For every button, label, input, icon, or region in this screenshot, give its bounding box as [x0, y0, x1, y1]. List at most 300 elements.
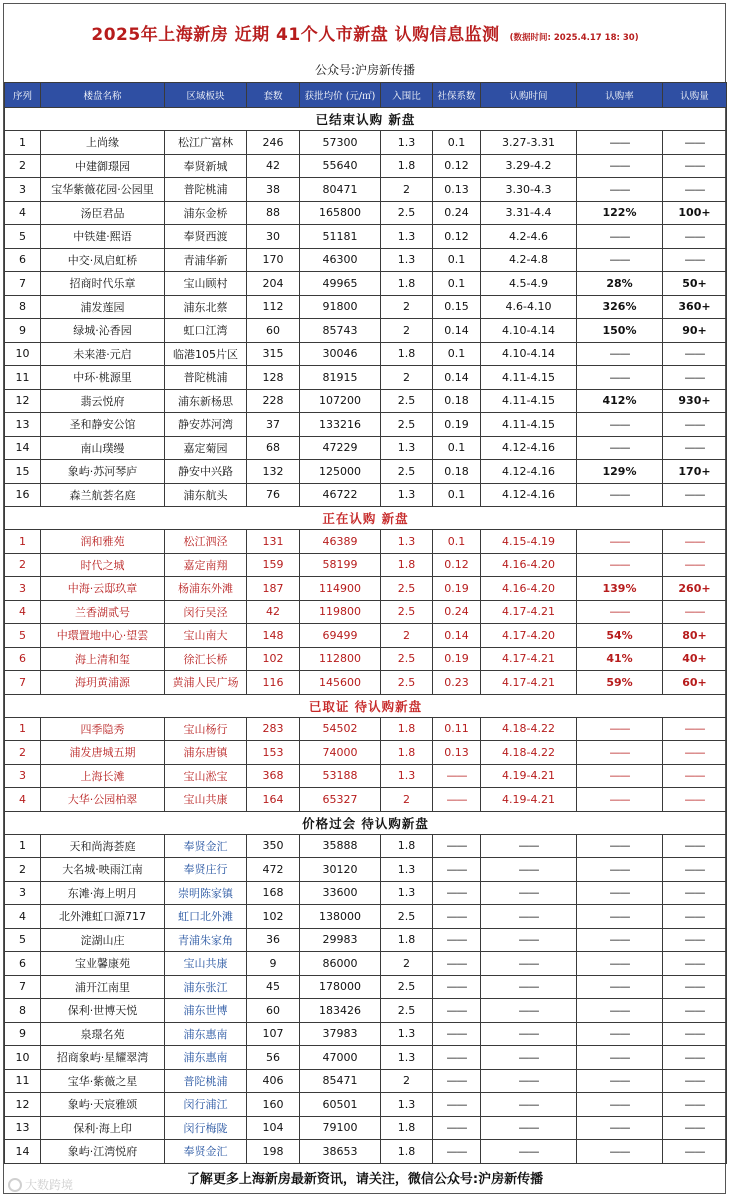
table-cell: 宝山共康	[165, 952, 247, 976]
table-cell: 4.17-4.21	[481, 671, 577, 695]
table-row	[5, 272, 727, 296]
table-cell: 54%	[577, 624, 663, 648]
table-cell: 杨浦东外滩	[165, 577, 247, 601]
table-row	[5, 248, 727, 272]
table-cell: ——	[663, 530, 727, 554]
table-cell: 2.5	[381, 975, 433, 999]
table-cell: 69499	[300, 624, 381, 648]
table-cell: ——	[663, 1022, 727, 1046]
table-cell: 0.19	[433, 577, 481, 601]
table-cell: 178000	[300, 975, 381, 999]
table-cell: 0.11	[433, 717, 481, 741]
table-row	[5, 483, 727, 507]
table-cell: ——	[663, 248, 727, 272]
table-cell: 5	[5, 624, 41, 648]
table-cell: 12	[5, 389, 41, 413]
table-cell: ——	[433, 1116, 481, 1140]
table-cell: 四季隐秀	[41, 717, 165, 741]
table-cell: 招商时代乐章	[41, 272, 165, 296]
table-row	[5, 178, 727, 202]
table-cell: ——	[433, 881, 481, 905]
title-row	[4, 20, 726, 48]
table-cell: 象屿·苏河琴庐	[41, 460, 165, 484]
table-cell: 1	[5, 530, 41, 554]
table-row	[5, 881, 727, 905]
page-title: 2025年上海新房 近期 41个人市新盘 认购信息监测	[91, 25, 500, 45]
table-cell: 30	[247, 225, 300, 249]
table-cell: ——	[433, 952, 481, 976]
table-cell: 38	[247, 178, 300, 202]
table-cell: 47229	[300, 436, 381, 460]
table-cell: 116	[247, 671, 300, 695]
table-cell: ——	[663, 366, 727, 390]
section-title: 已取证 待认购新盘	[5, 694, 727, 717]
table-cell: 145600	[300, 671, 381, 695]
table-cell: 0.1	[433, 131, 481, 155]
table-row	[5, 999, 727, 1023]
table-cell: ——	[663, 928, 727, 952]
table-cell: 浦东北蔡	[165, 295, 247, 319]
table-cell: ——	[577, 858, 663, 882]
table-cell: 泉璟名苑	[41, 1022, 165, 1046]
table-cell: ——	[663, 1116, 727, 1140]
table-cell: 412%	[577, 389, 663, 413]
table-cell: 1.3	[381, 1046, 433, 1070]
table-row	[5, 905, 727, 929]
table-cell: 104	[247, 1116, 300, 1140]
table-cell: ——	[433, 1140, 481, 1164]
column-header: 认购量	[663, 83, 727, 108]
section-header-row	[5, 108, 727, 131]
table-cell: ——	[577, 905, 663, 929]
table-row	[5, 295, 727, 319]
table-cell: 未来港·元启	[41, 342, 165, 366]
table-cell: ——	[663, 178, 727, 202]
table-cell: 16	[5, 483, 41, 507]
table-cell: ——	[663, 600, 727, 624]
table-cell: 148	[247, 624, 300, 648]
table-cell: 汤臣君品	[41, 201, 165, 225]
table-cell: 上尚缘	[41, 131, 165, 155]
table-cell: 1.3	[381, 881, 433, 905]
table-cell: 1.3	[381, 436, 433, 460]
table-cell: ——	[481, 1140, 577, 1164]
column-header: 楼盘名称	[41, 83, 165, 108]
table-cell: 2	[381, 1069, 433, 1093]
table-cell: 15	[5, 460, 41, 484]
table-cell: 2.5	[381, 905, 433, 929]
table-cell: 青浦华新	[165, 248, 247, 272]
section-title: 已结束认购 新盘	[5, 108, 727, 131]
table-cell: 1.3	[381, 225, 433, 249]
table-cell: ——	[433, 858, 481, 882]
table-cell: ——	[663, 1093, 727, 1117]
table-cell: 松江泗泾	[165, 530, 247, 554]
table-cell: 浦发莲园	[41, 295, 165, 319]
table-cell: 6	[5, 248, 41, 272]
table-cell: ——	[433, 1022, 481, 1046]
table-cell: 0.14	[433, 366, 481, 390]
table-row	[5, 764, 727, 788]
column-header: 区域板块	[165, 83, 247, 108]
table-cell: 保利·海上印	[41, 1116, 165, 1140]
table-cell: 0.14	[433, 624, 481, 648]
table-cell: ——	[481, 1022, 577, 1046]
table-cell: 4.16-4.20	[481, 553, 577, 577]
table-cell: 静安中兴路	[165, 460, 247, 484]
table-cell: 2.5	[381, 577, 433, 601]
table-cell: 2	[5, 741, 41, 765]
table-cell: 浦东唐镇	[165, 741, 247, 765]
table-cell: 0.23	[433, 671, 481, 695]
table-cell: 46300	[300, 248, 381, 272]
table-cell: 奉贤庄行	[165, 858, 247, 882]
table-cell: ——	[577, 1116, 663, 1140]
table-cell: 11	[5, 366, 41, 390]
table-cell: 7	[5, 975, 41, 999]
table-row	[5, 1046, 727, 1070]
table-cell: 2	[381, 319, 433, 343]
table-cell: 60	[247, 999, 300, 1023]
table-cell: 326%	[577, 295, 663, 319]
table-cell: ——	[577, 975, 663, 999]
account-name: 公众号:沪房新传播	[314, 63, 416, 77]
table-cell: 1.3	[381, 764, 433, 788]
table-cell: 1.8	[381, 272, 433, 296]
table-cell: 圣和静安公馆	[41, 413, 165, 437]
table-cell: ——	[577, 600, 663, 624]
table-cell: 黄浦人民广场	[165, 671, 247, 695]
table-cell: 51181	[300, 225, 381, 249]
table-cell: 1	[5, 834, 41, 858]
table-cell: 崇明陈家镇	[165, 881, 247, 905]
column-header: 认购时间	[481, 83, 577, 108]
table-cell: 57300	[300, 131, 381, 155]
table-cell: 静安苏河湾	[165, 413, 247, 437]
table-cell: 315	[247, 342, 300, 366]
table-cell: 浦东金桥	[165, 201, 247, 225]
table-cell: 930+	[663, 389, 727, 413]
table-cell: 0.12	[433, 154, 481, 178]
table-cell: 3.27-3.31	[481, 131, 577, 155]
table-cell: 1.3	[381, 248, 433, 272]
watermark	[8, 1176, 73, 1193]
table-cell: 114900	[300, 577, 381, 601]
table-cell: ——	[577, 1069, 663, 1093]
table-cell: ——	[577, 952, 663, 976]
table-cell: 132	[247, 460, 300, 484]
table-cell: 0.12	[433, 225, 481, 249]
table-row	[5, 342, 727, 366]
table-cell: 青浦朱家角	[165, 928, 247, 952]
table-cell: ——	[577, 413, 663, 437]
table-cell: 4	[5, 905, 41, 929]
table-cell: ——	[577, 553, 663, 577]
table-cell: ——	[577, 999, 663, 1023]
table-cell: 138000	[300, 905, 381, 929]
table-cell: 6	[5, 952, 41, 976]
table-row	[5, 1069, 727, 1093]
table-cell: 80471	[300, 178, 381, 202]
table-cell: 54502	[300, 717, 381, 741]
table-cell: 1.8	[381, 1116, 433, 1140]
table-cell: 1.3	[381, 131, 433, 155]
table-cell: 普陀桃浦	[165, 178, 247, 202]
table-cell: 森兰航荟名庭	[41, 483, 165, 507]
table-cell: 8	[5, 295, 41, 319]
table-cell: 102	[247, 905, 300, 929]
table-cell: 1.8	[381, 834, 433, 858]
column-header: 获批均价 (元/㎡)	[300, 83, 381, 108]
column-header: 序列	[5, 83, 41, 108]
watermark-text: 大数跨境	[25, 1178, 74, 1192]
table-row	[5, 436, 727, 460]
table-cell: 60+	[663, 671, 727, 695]
table-cell: 107	[247, 1022, 300, 1046]
column-header: 认购率	[577, 83, 663, 108]
table-cell: ——	[577, 1093, 663, 1117]
table-cell: ——	[663, 342, 727, 366]
table-cell: 宝山杨行	[165, 717, 247, 741]
table-cell: 3.31-4.4	[481, 201, 577, 225]
table-row	[5, 834, 727, 858]
table-cell: 1.8	[381, 741, 433, 765]
table-cell: ——	[481, 975, 577, 999]
table-cell: 85743	[300, 319, 381, 343]
column-header: 套数	[247, 83, 300, 108]
table-cell: ——	[577, 154, 663, 178]
table-cell: 绿城·沁香园	[41, 319, 165, 343]
table-cell: 天和尚海荟庭	[41, 834, 165, 858]
table-cell: ——	[577, 717, 663, 741]
table-cell: 85471	[300, 1069, 381, 1093]
table-cell: ——	[663, 975, 727, 999]
table-cell: 472	[247, 858, 300, 882]
table-cell: ——	[663, 881, 727, 905]
table-cell: 55640	[300, 154, 381, 178]
table-cell: 128	[247, 366, 300, 390]
table-cell: ——	[577, 178, 663, 202]
table-cell: 28%	[577, 272, 663, 296]
table-cell: 2	[5, 858, 41, 882]
table-cell: 0.24	[433, 600, 481, 624]
table-cell: ——	[577, 248, 663, 272]
table-cell: 36	[247, 928, 300, 952]
table-cell: ——	[577, 1046, 663, 1070]
table-cell: 4.16-4.20	[481, 577, 577, 601]
table-cell: 0.13	[433, 178, 481, 202]
table-cell: 闵行梅陇	[165, 1116, 247, 1140]
table-cell: ——	[663, 225, 727, 249]
table-cell: 4	[5, 600, 41, 624]
table-cell: ——	[433, 788, 481, 812]
table-row	[5, 553, 727, 577]
table-cell: 29983	[300, 928, 381, 952]
table-cell: 4.12-4.16	[481, 460, 577, 484]
table-cell: 91800	[300, 295, 381, 319]
table-cell: 虹口江湾	[165, 319, 247, 343]
table-cell: 宝华·紫薇之星	[41, 1069, 165, 1093]
table-cell: 2	[381, 366, 433, 390]
table-cell: 1.3	[381, 1022, 433, 1046]
table-row	[5, 577, 727, 601]
table-cell: 102	[247, 647, 300, 671]
table-cell: 79100	[300, 1116, 381, 1140]
table-row	[5, 928, 727, 952]
table-cell: 奉贤新城	[165, 154, 247, 178]
table-cell: 46722	[300, 483, 381, 507]
table-cell: 4.11-4.15	[481, 366, 577, 390]
table-cell: 164	[247, 788, 300, 812]
table-cell: 浦开江南里	[41, 975, 165, 999]
table-cell: 4.2-4.6	[481, 225, 577, 249]
table-cell: 润和雅苑	[41, 530, 165, 554]
table-row	[5, 788, 727, 812]
column-header: 入围比	[381, 83, 433, 108]
table-cell: 宝山南大	[165, 624, 247, 648]
table-cell: 5	[5, 928, 41, 952]
table-cell: 1.8	[381, 342, 433, 366]
table-cell: ——	[577, 834, 663, 858]
table-cell: ——	[481, 1116, 577, 1140]
table-cell: 40+	[663, 647, 727, 671]
table-cell: 时代之城	[41, 553, 165, 577]
table-cell: 160	[247, 1093, 300, 1117]
table-cell: ——	[433, 975, 481, 999]
table-cell: 4.10-4.14	[481, 342, 577, 366]
table-cell: ——	[663, 436, 727, 460]
table-cell: ——	[663, 905, 727, 929]
table-cell: 2.5	[381, 999, 433, 1023]
table-cell: 3	[5, 178, 41, 202]
table-cell: ——	[577, 1022, 663, 1046]
table-cell: 1.3	[381, 1093, 433, 1117]
table-cell: 168	[247, 881, 300, 905]
data-time: (数据时间: 2025.4.17 18: 30)	[509, 33, 639, 43]
table-cell: 宝山顾村	[165, 272, 247, 296]
table-cell: 38653	[300, 1140, 381, 1164]
table-cell: 350	[247, 834, 300, 858]
table-cell: ——	[433, 764, 481, 788]
table-cell: 浦东世博	[165, 999, 247, 1023]
table-row	[5, 624, 727, 648]
table-cell: 76	[247, 483, 300, 507]
table-cell: 4.18-4.22	[481, 741, 577, 765]
table-row	[5, 366, 727, 390]
section-header-row	[5, 694, 727, 717]
table-cell: 南山璞缦	[41, 436, 165, 460]
table-cell: 9	[5, 1022, 41, 1046]
table-cell: 3.30-4.3	[481, 178, 577, 202]
table-cell: 14	[5, 1140, 41, 1164]
table-cell: 3.29-4.2	[481, 154, 577, 178]
table-row	[5, 131, 727, 155]
table-cell: 37983	[300, 1022, 381, 1046]
table-cell: 1.3	[381, 858, 433, 882]
table-cell: 普陀桃浦	[165, 1069, 247, 1093]
table-cell: ——	[663, 483, 727, 507]
table-cell: 13	[5, 413, 41, 437]
table-cell: 海上清和玺	[41, 647, 165, 671]
table-cell: ——	[577, 530, 663, 554]
table-cell: ——	[481, 881, 577, 905]
table-cell: ——	[663, 1140, 727, 1164]
table-row	[5, 225, 727, 249]
section-title: 价格过会 待认购新盘	[5, 811, 727, 834]
table-cell: 1.3	[381, 483, 433, 507]
table-cell: 88	[247, 201, 300, 225]
table-cell: 1.8	[381, 154, 433, 178]
table-cell: 4.17-4.21	[481, 647, 577, 671]
table-cell: 50+	[663, 272, 727, 296]
table-cell: 浦东航头	[165, 483, 247, 507]
table-cell: 90+	[663, 319, 727, 343]
table-cell: 150%	[577, 319, 663, 343]
table-cell: ——	[663, 131, 727, 155]
table-cell: 4.17-4.20	[481, 624, 577, 648]
table-cell: 86000	[300, 952, 381, 976]
table-cell: 2	[381, 788, 433, 812]
table-cell: 74000	[300, 741, 381, 765]
table-cell: 8	[5, 999, 41, 1023]
table-cell: ——	[577, 225, 663, 249]
table-cell: 12	[5, 1093, 41, 1117]
table-row	[5, 647, 727, 671]
table-cell: 60	[247, 319, 300, 343]
table-cell: 4.11-4.15	[481, 413, 577, 437]
table-cell: 1.8	[381, 717, 433, 741]
table-cell: ——	[577, 881, 663, 905]
table-cell: 56	[247, 1046, 300, 1070]
table-cell: 4.17-4.21	[481, 600, 577, 624]
table-cell: 4	[5, 788, 41, 812]
table-cell: 10	[5, 342, 41, 366]
table-cell: ——	[481, 905, 577, 929]
table-row	[5, 1140, 727, 1164]
table-cell: ——	[433, 905, 481, 929]
table-cell: ——	[433, 1093, 481, 1117]
table-cell: 3	[5, 577, 41, 601]
table-cell: 1	[5, 717, 41, 741]
table-cell: 闵行吴泾	[165, 600, 247, 624]
table-cell: 368	[247, 764, 300, 788]
table-row	[5, 858, 727, 882]
table-cell: 0.24	[433, 201, 481, 225]
table-cell: 海玥黄浦源	[41, 671, 165, 695]
table-cell: 淀湖山庄	[41, 928, 165, 952]
table-cell: 30046	[300, 342, 381, 366]
table-cell: 4.19-4.21	[481, 764, 577, 788]
table-cell: 159	[247, 553, 300, 577]
table-cell: 53188	[300, 764, 381, 788]
table-cell: ——	[577, 131, 663, 155]
table-cell: 象屿·江湾悦府	[41, 1140, 165, 1164]
table-cell: 49965	[300, 272, 381, 296]
table-row	[5, 154, 727, 178]
table-cell: 1.8	[381, 553, 433, 577]
section-header-row	[5, 507, 727, 530]
table-cell: 2	[381, 178, 433, 202]
table-cell: 65327	[300, 788, 381, 812]
table-cell: 187	[247, 577, 300, 601]
table-cell: 象屿·天宸雅颂	[41, 1093, 165, 1117]
table-cell: 2.5	[381, 600, 433, 624]
table-cell: 45	[247, 975, 300, 999]
table-cell: 翡云悦府	[41, 389, 165, 413]
table-cell: 2.5	[381, 389, 433, 413]
table-cell: 42	[247, 600, 300, 624]
table-cell: 0.12	[433, 553, 481, 577]
